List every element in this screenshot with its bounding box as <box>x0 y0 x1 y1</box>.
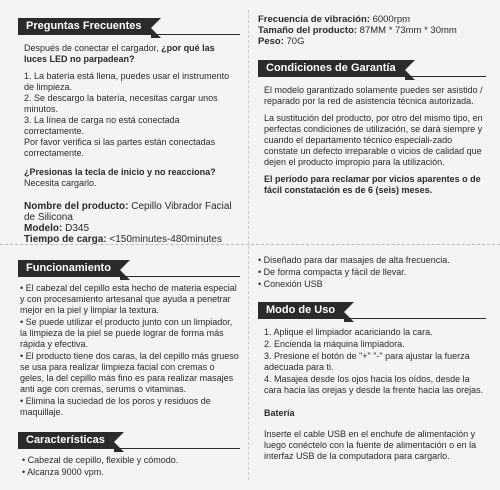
usage-title: Modo de Uso <box>258 302 344 319</box>
warranty-paragraph-1: El modelo garantizado solamente puedes ser asistido / reparado por la red de asistencia técnica autorizada. <box>264 85 483 106</box>
warranty-header <box>258 60 405 77</box>
warranty-paragraph-2: La sustitución del producto, por otro del mismo tipo, en perfectas condiciones de utilización, se dará siempre y cuando el departamento técnico especiali-zado constate un defecto irreparable o vicios de calidad que dejen el producto impropio para la utilización. <box>264 113 483 167</box>
product-charge-time: Tiempo de carga: <150minutes-480minutes <box>24 234 222 245</box>
list-item: 2. Se descargo la batería, necesitas cargar unos minutos. <box>24 93 218 114</box>
product-info <box>18 201 240 245</box>
list-item: • El producto tiene dos caras, la del cepillo más grueso se usa para realizar limpieza facial con cremas o geles, la del cepillo más fino es para realizar masajes anti age con cremas, serums o vitaminas. <box>20 351 239 394</box>
list-item: 4. Masajea desde los ojos hacia los oídos, desde la cara hacia las orejas y desde la frente hacia las orejas. <box>264 374 484 395</box>
product-model: Modelo: D345 <box>24 223 90 234</box>
features-right-section <box>258 255 486 291</box>
list-item: • Se puede utilizar el producto junto con un limpiador, la limpieza de la piel se puede lograr de forma más rápida y efectiva. <box>20 317 233 349</box>
spec-size: Tamaño del producto: 87MM * 73mm * 30mm <box>258 25 457 36</box>
function-section <box>18 260 240 419</box>
list-item: • Elimina la suciedad de los poros y residuos de maquillaje. <box>20 396 211 417</box>
usage-header <box>258 302 344 319</box>
battery-text: Inserte el cable USB en el enchufe de alimentación y luego conéctelo con la fuente de alimentación o en la interfaz USB de la computadora para cargarlo. <box>264 429 477 461</box>
faq-question-2: ¿Presionas la tecla de inicio y no reacciona? <box>24 167 216 177</box>
list-item: 3. Presione el botón de "+" "-" para ajustar la fuerza adecuada para ti. <box>264 351 470 372</box>
characteristics-title: Características <box>18 432 114 449</box>
characteristics-section <box>18 432 240 479</box>
column-separator <box>248 10 249 480</box>
list-item: • Alcanza 9000 vpm. <box>22 467 104 477</box>
list-item: • Cabezal de cepillo, flexible y cómodo. <box>22 455 179 465</box>
product-name: Nombre del producto: Cepillo Vibrador Facial de Silicona <box>24 201 232 223</box>
function-list <box>18 283 240 418</box>
characteristics-list <box>18 455 240 478</box>
usage-steps <box>258 327 486 396</box>
list-item: 1. La batería está llena, puedes usar el instrumento de limpieza. <box>24 71 230 92</box>
function-title: Funcionamiento <box>18 260 120 277</box>
list-item: 1. Aplique el limpiador acariciando la cara. <box>264 327 433 337</box>
faq-header <box>18 18 151 35</box>
spec-frequency: Frecuencia de vibración: 6000rpm <box>258 14 411 25</box>
characteristics-header <box>18 432 114 449</box>
usage-section <box>258 302 486 462</box>
warranty-title: Condiciones de Garantía <box>258 60 405 77</box>
faq-answer-1 <box>18 71 240 159</box>
spec-weight: Peso: 70G <box>258 36 305 47</box>
list-item: 2. Encienda la máquina limpiadora. <box>264 339 405 349</box>
specs-section <box>258 14 486 47</box>
list-item: • De forma compacta y fácil de llevar. <box>258 267 407 277</box>
warranty-section <box>258 60 486 202</box>
list-item: Por favor verifica si las partes están conectadas correctamente. <box>24 137 216 158</box>
list-item: 3. La línea de carga no está conectada correctamente. <box>24 115 180 136</box>
faq-title: Preguntas Frecuentes <box>18 18 151 35</box>
list-item: • El cabezal del cepillo esta hecho de materia especial y con procesamiento artesanal que ayuda a penetrar mejor en la piel y limpiar la textura. <box>20 283 237 315</box>
warranty-paragraph-3: El período para reclamar por vicios aparentes o de fácil constatación es de 6 (seis) meses. <box>264 174 481 195</box>
faq-section <box>18 18 240 245</box>
list-item: • Conexión USB <box>258 279 323 289</box>
faq-question-1: Después de conectar el cargador, ¿por qué las luces LED no parpadean? <box>24 43 215 64</box>
function-header <box>18 260 120 277</box>
faq-answer-2: Necesita cargarlo. <box>24 178 97 188</box>
list-item: • Diseñado para dar masajes de alta frecuencia. <box>258 255 450 265</box>
battery-title: Batería <box>264 408 295 418</box>
